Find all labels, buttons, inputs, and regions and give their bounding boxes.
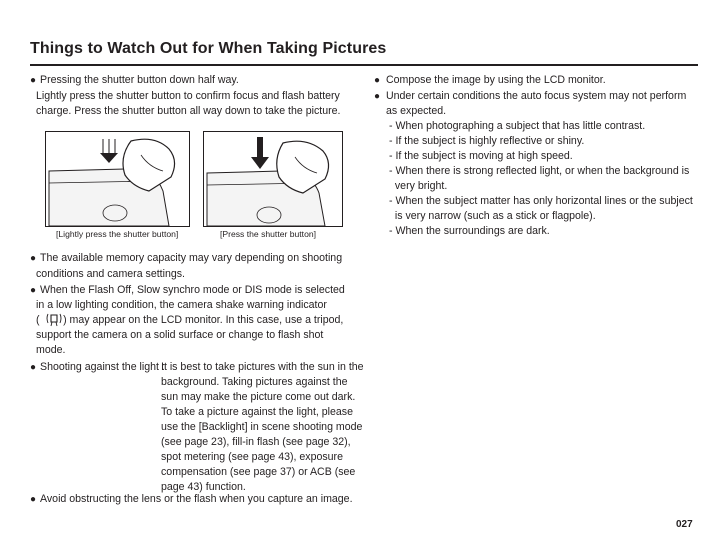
- title-rule: [30, 64, 698, 66]
- bullet-icon: ●: [30, 494, 37, 505]
- flash-line-1: When the Flash Off, Slow synchro mode or DIS mode is selected: [40, 284, 345, 296]
- condition-line-8: - When the surroundings are dark.: [389, 225, 550, 237]
- flash-line-3: ( ) may appear on the LCD monitor. In this case, use a tripod,: [36, 314, 344, 326]
- bullet-icon: ●: [30, 362, 37, 373]
- shutter-heading: Pressing the shutter button down half way.: [40, 74, 239, 86]
- full-press-illustration: [203, 131, 343, 227]
- camera-shake-icon: [46, 312, 62, 327]
- page-number: 027: [676, 519, 693, 530]
- condition-line-1: - When photographing a subject that has little contrast.: [389, 120, 646, 132]
- backlight-line-9: page 43) function.: [161, 481, 246, 493]
- autofocus-line-2: as expected.: [386, 105, 447, 117]
- caption-half-press: [Lightly press the shutter button]: [56, 229, 179, 239]
- flash-line-2: in a low lighting condition, the camera shake warning indicator: [36, 299, 327, 311]
- memory-line-2: conditions and camera settings.: [36, 268, 185, 280]
- condition-line-5: very bright.: [389, 180, 448, 192]
- shutter-body-line-2: charge. Press the shutter button all way down to take the picture.: [36, 105, 341, 117]
- condition-line-2: - If the subject is highly reflective or shiny.: [389, 135, 585, 147]
- backlight-line-2: background. Taking pictures against the: [161, 376, 348, 388]
- flash-line-4: support the camera on a solid surface or change to flash shot: [36, 329, 324, 341]
- condition-line-3: - If the subject is moving at high speed.: [389, 150, 573, 162]
- backlight-line-3: sun may make the picture come out dark.: [161, 391, 356, 403]
- backlight-label: Shooting against the light :: [40, 361, 165, 373]
- condition-line-7: is very narrow (such as a stick or flagpole).: [389, 210, 596, 222]
- backlight-line-8: compensation (see page 37) or ACB (see: [161, 466, 356, 478]
- page-title: Things to Watch Out for When Taking Pictures: [30, 40, 387, 57]
- bullet-icon: ●: [374, 75, 381, 86]
- backlight-line-6: (see page 23), fill-in flash (see page 32),: [161, 436, 351, 448]
- backlight-line-4: To take a picture against the light, please: [161, 406, 353, 418]
- backlight-line-5: use the [Backlight] in scene shooting mode: [161, 421, 363, 433]
- autofocus-line-1: Under certain conditions the auto focus system may not perform: [386, 90, 687, 102]
- half-press-illustration: [45, 131, 190, 227]
- compose-line: Compose the image by using the LCD monitor.: [386, 74, 606, 86]
- bullet-icon: ●: [30, 253, 37, 264]
- condition-line-4: - When there is strong reflected light, or when the background is: [389, 165, 690, 177]
- condition-line-6: - When the subject matter has only horizontal lines or the subject: [389, 195, 693, 207]
- caption-full-press: [Press the shutter button]: [220, 229, 317, 239]
- shutter-body-line-1: Lightly press the shutter button to confirm focus and flash battery: [36, 90, 340, 102]
- flash-line-5: mode.: [36, 344, 66, 356]
- backlight-line-7: spot metering (see page 43), exposure: [161, 451, 343, 463]
- backlight-line-1: It is best to take pictures with the sun in the: [161, 361, 364, 373]
- bullet-icon: ●: [374, 91, 381, 102]
- bullet-icon: ●: [30, 285, 37, 296]
- avoid-line: Avoid obstructing the lens or the flash when you capture an image.: [40, 493, 353, 505]
- bullet-icon: ●: [30, 75, 37, 86]
- memory-line-1: The available memory capacity may vary depending on shooting: [40, 252, 343, 264]
